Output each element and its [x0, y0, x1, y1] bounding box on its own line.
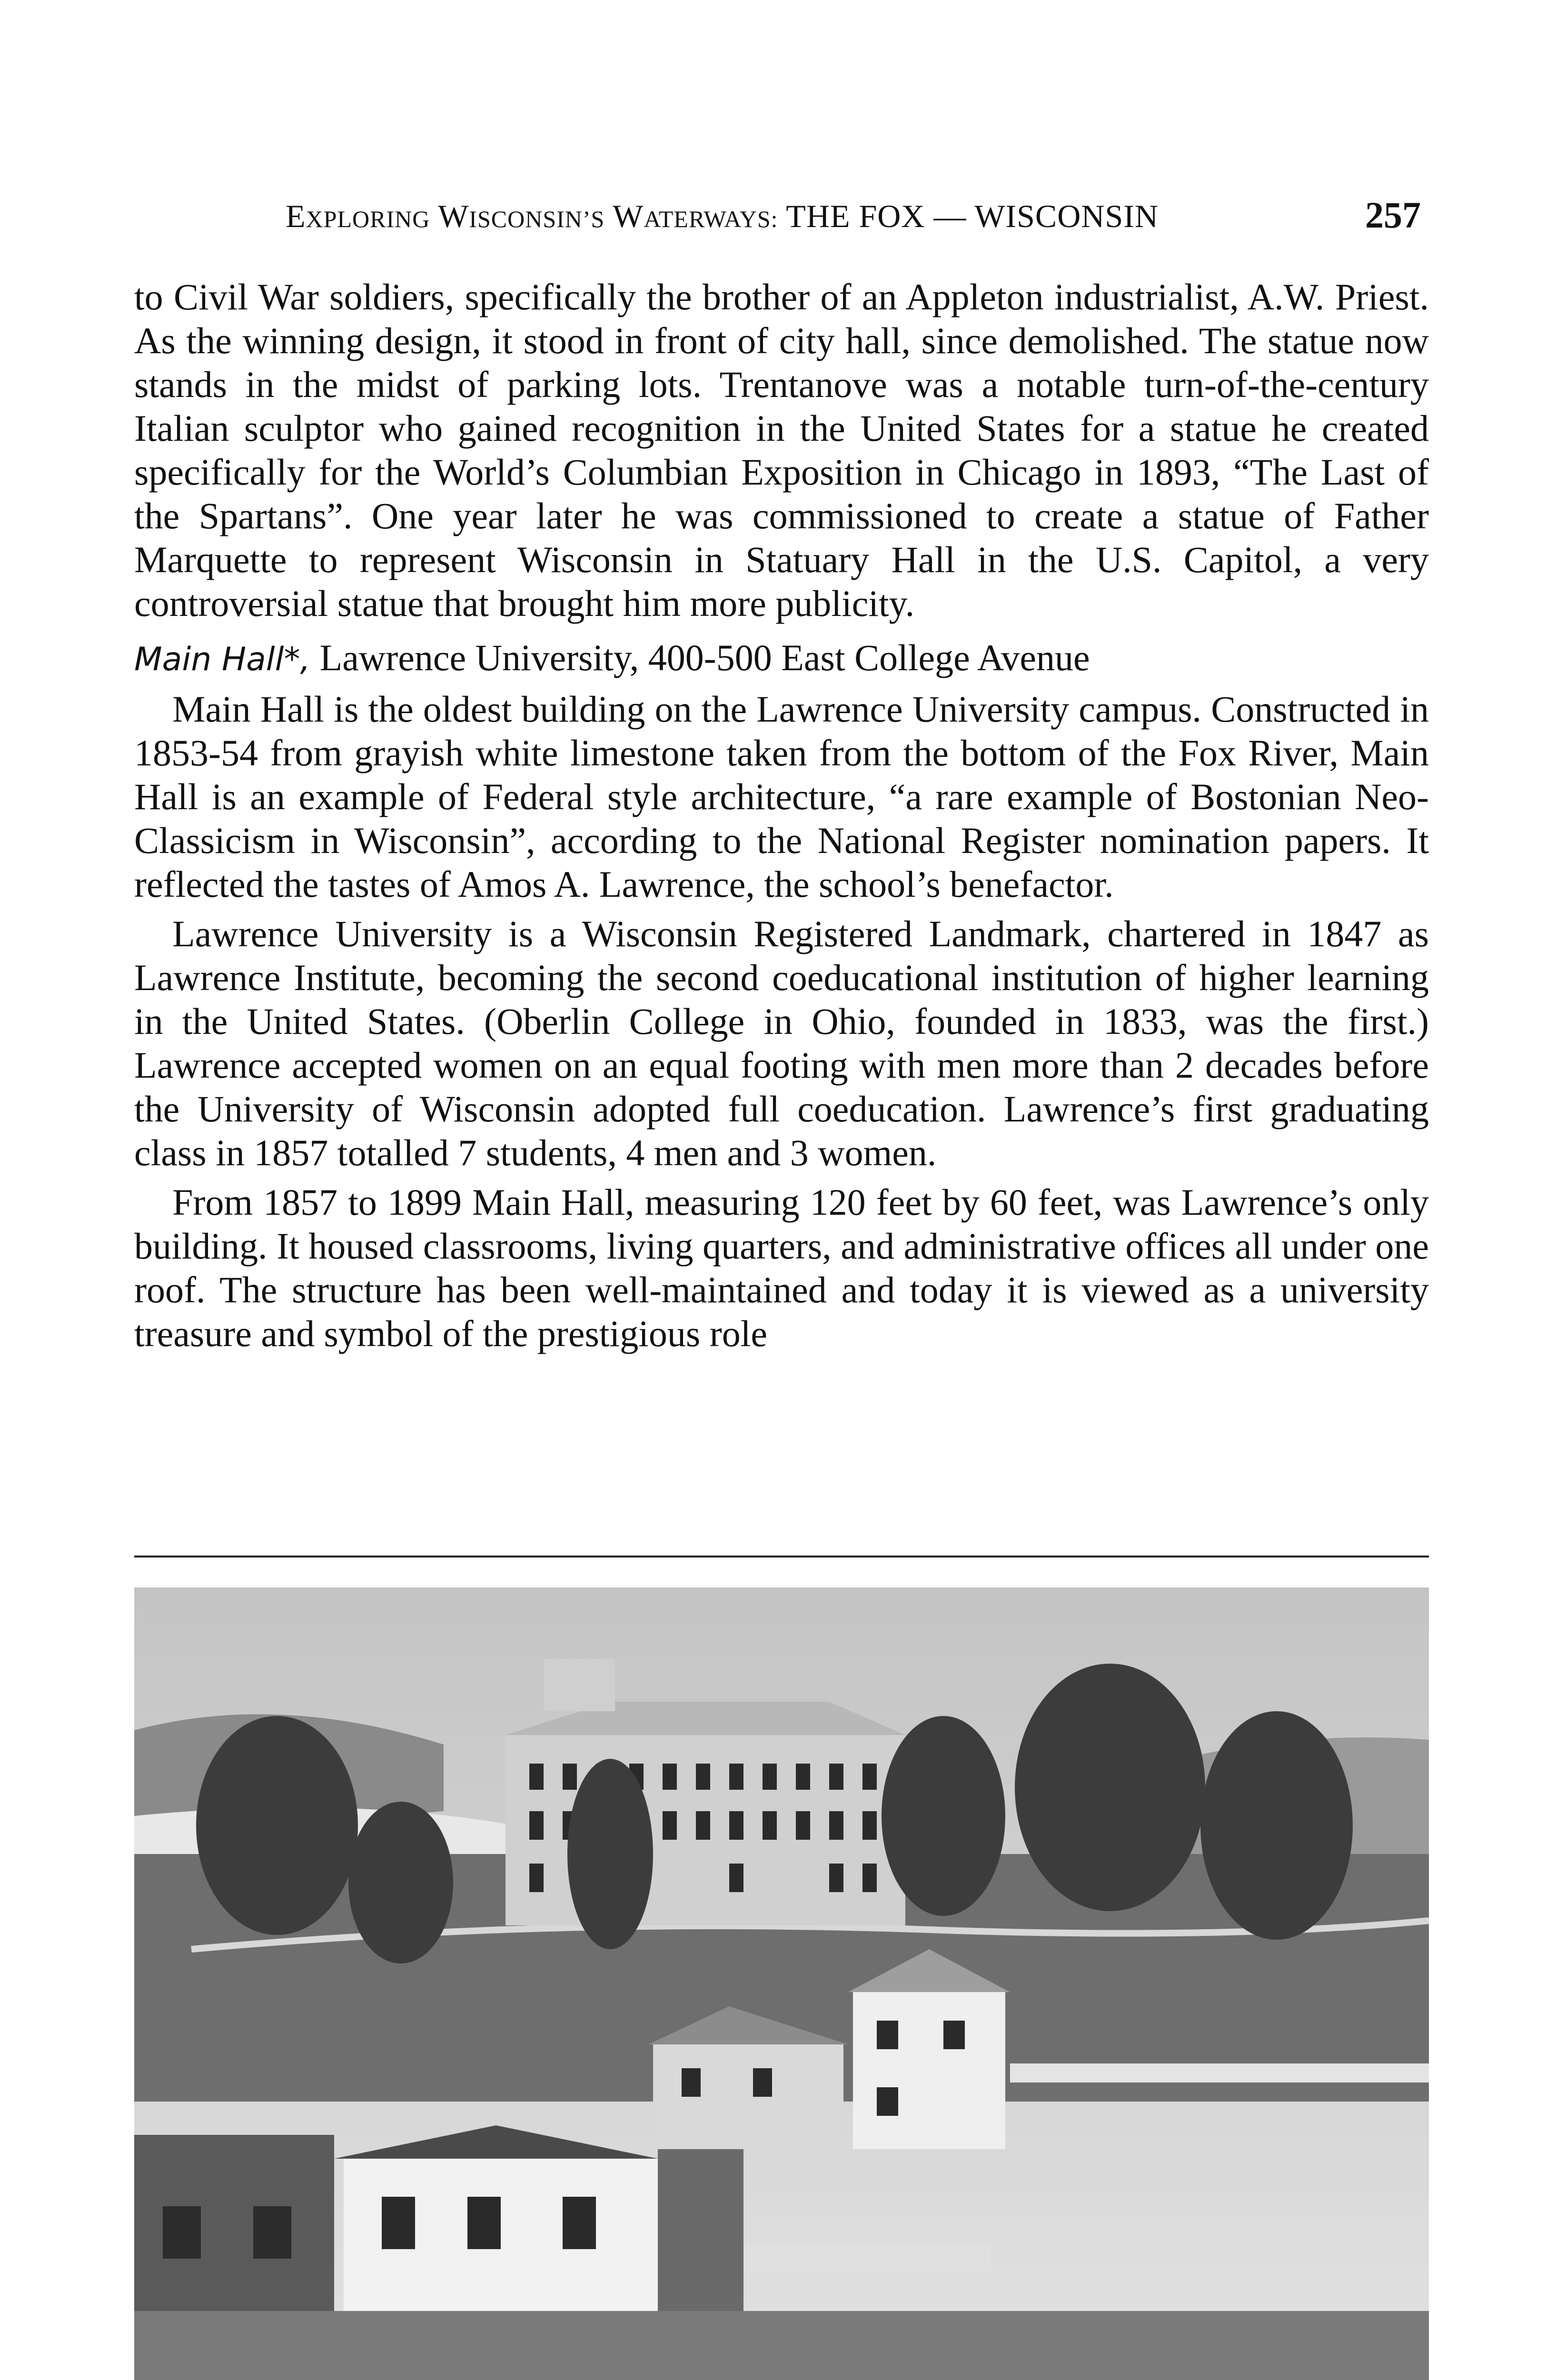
- photo-illustration: [134, 1587, 1429, 2380]
- figure-rule: [134, 1556, 1429, 1557]
- street: [134, 2311, 1429, 2380]
- title-part: ISCONSIN’S: [469, 206, 605, 232]
- entry-heading: [134, 636, 1429, 682]
- title-part: ATERWAYS:: [644, 206, 778, 232]
- paragraph-main-hall: Main Hall is the oldest building on the Lawrence University campus. Constructed in 1853-54 from grayish white limestone taken from the bottom of the Fox River, Main Hall is an example of Federal style architecture, “a rare example of Bostonian Neo-Classicism in Wisconsin”, according to the National Register nomination papers. It reflected the tastes of Amos A. Lawrence, the school’s benefactor.: [134, 688, 1429, 905]
- running-header: [286, 194, 1421, 245]
- entry-heading-italic: Main Hall*,: [134, 641, 311, 678]
- title-part: W: [605, 198, 644, 234]
- entry-heading-address: Lawrence University, 400-500 East College Avenue: [310, 637, 1090, 678]
- page-number: 257: [1365, 194, 1421, 236]
- title-part: THE FOX — WISCONSIN: [778, 198, 1159, 234]
- title-part: W: [430, 198, 469, 234]
- paragraph-lawrence-university: Lawrence University is a Wisconsin Registered Landmark, chartered in 1847 as Lawrence Institute, becoming the second coeducational institution of higher learning in the United States. (Oberlin College in Ohio, founded in 1833, was the first.) Lawrence accepted women on an equal footing with men more than 2 decades before the University of Wisconsin adopted full coeducation. Lawrence’s first graduating class in 1857 totalled 7 students, 4 men and 3 women.: [134, 913, 1429, 1173]
- title-part: E: [286, 198, 306, 234]
- body-text: [134, 275, 1429, 1356]
- campus-photograph: [134, 1587, 1429, 2380]
- white-house: [848, 1949, 1010, 2149]
- running-title: [286, 198, 1159, 235]
- paragraph-main-hall-history: From 1857 to 1899 Main Hall, measuring 120 feet by 60 feet, was Lawrence’s only building. It housed classrooms, living quarters, and administrative offices all under one roof. The structure has been well-maintained and today it is viewed as a university treasure and symbol of the prestigious role: [134, 1181, 1429, 1354]
- title-part: XPLORING: [306, 206, 430, 232]
- paragraph-continued: to Civil War soldiers, specifically the brother of an Appleton industrialist, A.W. Priest. As the winning design, it stood in front of city hall, since demolished. The statue now stands in the midst of parking lots. Trentanove was a notable turn-of-the-century Italian sculptor who gained recognition in the United States for a statue he created specifically for the World’s Columbian Exposition in Chicago in 1893, “The Last of the Spartans”. One year later he was commissioned to create a statue of Father Marquette to represent Wisconsin in Statuary Hall in the U.S. Capitol, a very controversial statue that brought him more publicity.: [134, 276, 1429, 624]
